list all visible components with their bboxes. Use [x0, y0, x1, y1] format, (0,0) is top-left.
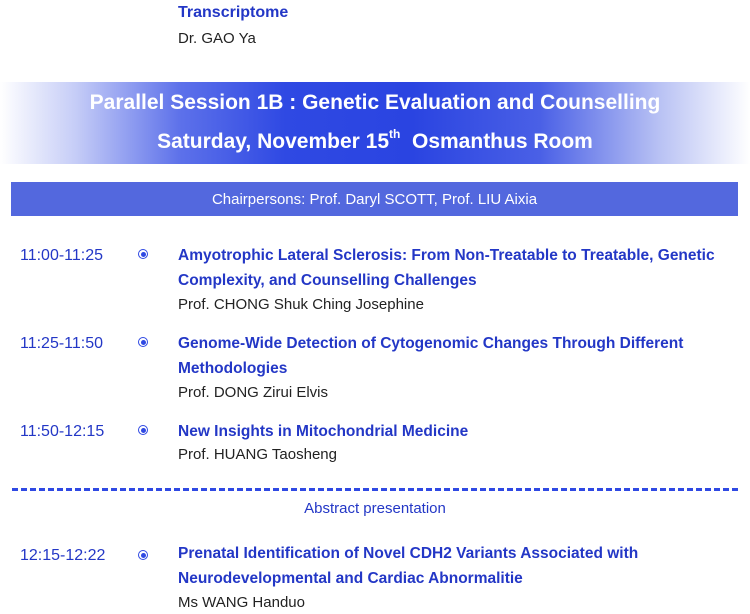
- speaker-name: Prof. DONG Zirui Elvis: [178, 384, 329, 401]
- chairpersons-text: Chairpersons: Prof. Daryl SCOTT, Prof. LIU Aixia: [211, 190, 538, 208]
- session-title: Parallel Session 1B : Genetic Evaluation and Counselling: [89, 91, 661, 114]
- time-slot: 11:00-11:25: [20, 247, 104, 264]
- previous-talk-speaker: Dr. GAO Ya: [178, 30, 256, 47]
- previous-talk: [178, 2, 288, 50]
- bullet-icon: [138, 249, 148, 259]
- bullet-icon: [138, 337, 148, 347]
- speaker-name: Prof. CHONG Shuk Ching Josephine: [178, 296, 424, 313]
- talk-title: New Insights in Mitochondrial Medicine: [178, 423, 469, 440]
- previous-talk-title: Transcriptome: [178, 4, 289, 21]
- time-slot: 12:15-12:22: [20, 547, 106, 564]
- talk-title: Genome-Wide Detection of Cytogenomic Changes Through Different Methodologies: [178, 335, 684, 377]
- bullet-icon: [138, 550, 148, 560]
- talk-title: Amyotrophic Lateral Sclerosis: From Non-Treatable to Treatable, Genetic Complexity, and Counselling Challenges: [178, 247, 715, 289]
- section-divider: [12, 488, 738, 491]
- session-date-room: [0, 122, 750, 156]
- talk-title: Prenatal Identification of Novel CDH2 Variants Associated with Neurodevelopmental and Cardiac Abnormalitie: [178, 545, 639, 587]
- abstract-presentation-label: Abstract presentation: [304, 500, 446, 517]
- speaker-name: Ms WANG Handuo: [178, 594, 305, 611]
- time-slot: 11:50-12:15: [20, 423, 105, 440]
- speaker-name: Prof. HUANG Taosheng: [178, 446, 337, 463]
- chairpersons-bar: [11, 182, 738, 216]
- session-date: Saturday, November 15: [157, 130, 389, 153]
- time-slot: 11:25-11:50: [20, 335, 104, 352]
- bullet-icon: [138, 425, 148, 435]
- session-date-suffix: th: [389, 127, 401, 141]
- session-room: Osmanthus Room: [412, 130, 593, 153]
- session-banner: [0, 82, 750, 164]
